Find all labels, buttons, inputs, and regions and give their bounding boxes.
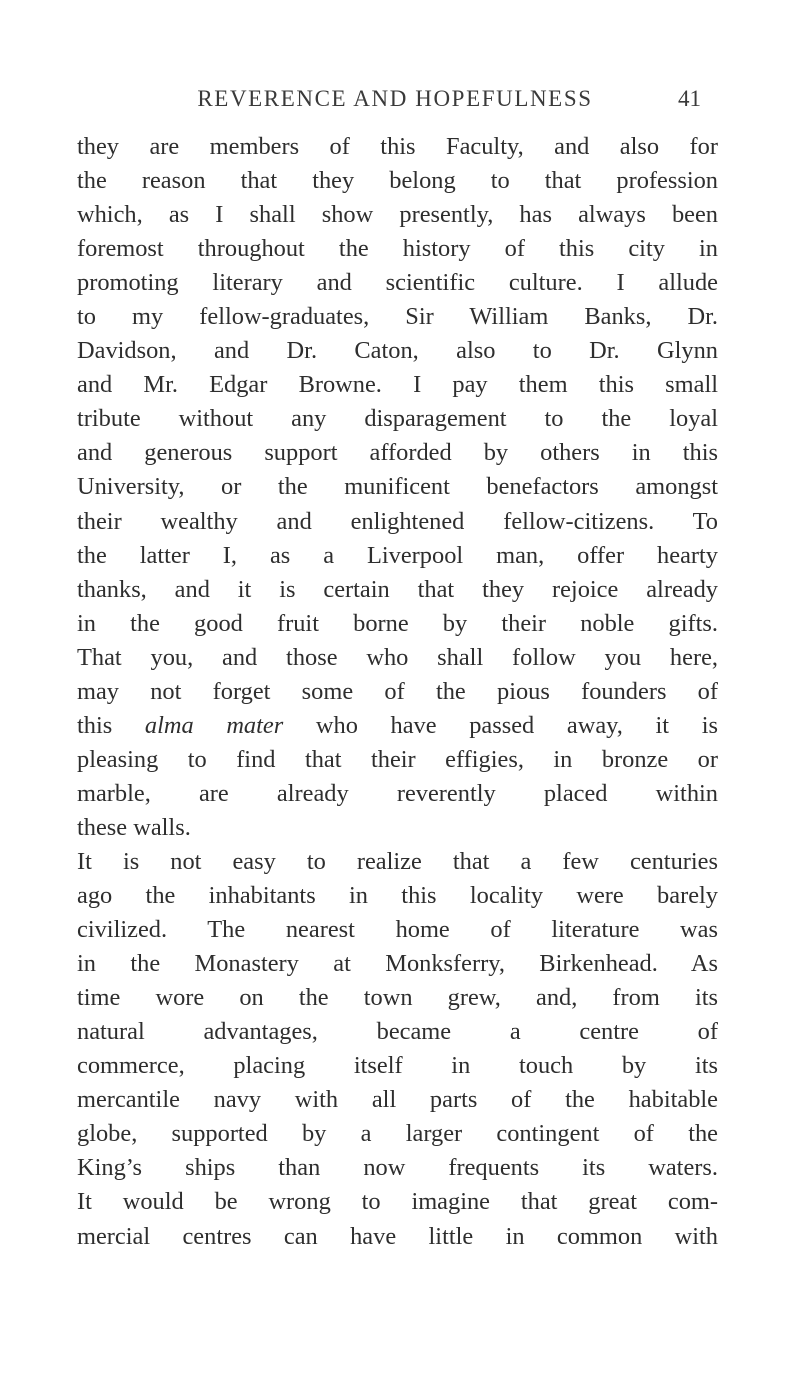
text-line: they are members of this Faculty, and also for — [77, 133, 718, 160]
text-line: promoting literary and scientific culture. I allude — [77, 269, 718, 297]
text-line: and Mr. Edgar Browne. I pay them this small — [77, 371, 718, 399]
page-number: 41 — [678, 86, 701, 111]
text-line: commerce, placing itself in touch by its — [77, 1052, 718, 1080]
text-segment: who have passed away, it is — [283, 711, 718, 739]
text-line: in the Monastery at Monksferry, Birkenhead. As — [77, 950, 718, 978]
running-head — [145, 86, 701, 116]
text-line: and generous support afforded by others in this — [77, 439, 718, 467]
text-line: thanks, and it is certain that they rejoice already — [77, 575, 718, 603]
text-line: the latter I, as a Liverpool man, offer hearty — [77, 541, 718, 569]
text-line: natural advantages, became a centre of — [77, 1018, 718, 1046]
text-line: mercantile navy with all parts of the habitable — [77, 1086, 718, 1114]
text-line: which, as I shall show presently, has always been — [77, 201, 718, 229]
text-line: the reason that they belong to that profession — [77, 167, 718, 195]
italic-phrase: alma mater — [144, 711, 284, 739]
text-line: It would be wrong to imagine that great com- — [77, 1188, 718, 1216]
running-title: REVERENCE AND HOPEFULNESS — [197, 86, 593, 111]
body-text — [77, 130, 718, 1254]
text-line: to my fellow-graduates, Sir William Banks, Dr. — [77, 303, 718, 331]
text-line: globe, supported by a larger contingent of the — [77, 1120, 718, 1148]
text-segment: this — [77, 711, 145, 739]
text-line: civilized. The nearest home of literature was — [77, 916, 718, 944]
text-line: marble, are already reverently placed within — [77, 779, 718, 807]
text-line: tribute without any disparagement to the loyal — [77, 405, 718, 433]
text-line: University, or the munificent benefactors amongst — [77, 473, 718, 501]
text-line: in the good fruit borne by their noble gifts. — [77, 609, 718, 637]
text-line: foremost throughout the history of this city in — [77, 235, 718, 263]
text-line: King’s ships than now frequents its waters. — [77, 1154, 718, 1182]
text-line: pleasing to find that their effigies, in bronze or — [77, 745, 718, 773]
text-line: mercial centres can have little in common with — [77, 1222, 718, 1250]
text-line: ago the inhabitants in this locality were barely — [77, 882, 718, 910]
text-line: their wealthy and enlightened fellow-citizens. To — [77, 507, 718, 535]
text-line — [77, 709, 718, 743]
text-line: That you, and those who shall follow you here, — [77, 643, 718, 671]
text-line: Davidson, and Dr. Caton, also to Dr. Glynn — [77, 337, 718, 365]
paragraph-first-line: It is not easy to realize that a few centuries — [77, 847, 718, 875]
text-line: may not forget some of the pious founders of — [77, 677, 718, 705]
text-line: these walls. — [77, 813, 191, 841]
text-line: time wore on the town grew, and, from its — [77, 984, 718, 1012]
